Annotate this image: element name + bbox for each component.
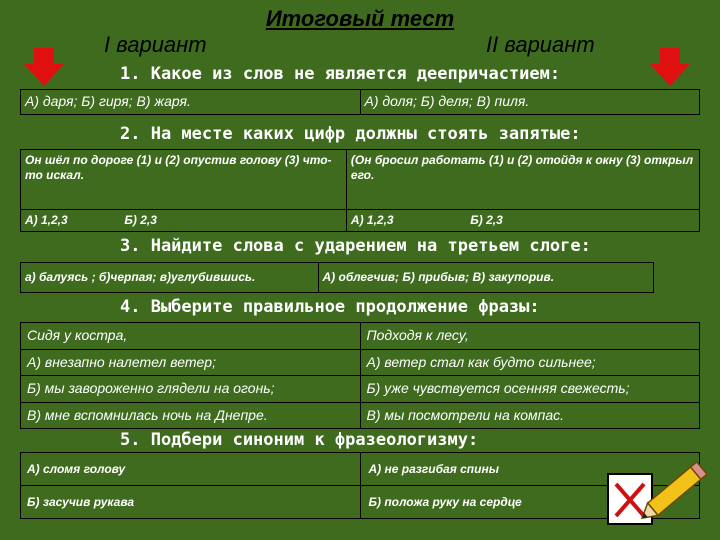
- q5-v1-option-a[interactable]: А) сломя голову: [21, 453, 361, 486]
- question-1: 1. Какое из слов не является деепричастием:: [120, 64, 561, 84]
- q4-v2-option-c[interactable]: В) мы посмотрели на компас.: [360, 402, 700, 429]
- q2-v2-option-b[interactable]: Б) 2,3: [470, 213, 503, 227]
- q1-variant1-answers[interactable]: А) даря; Б) гиря; В) жаря.: [21, 90, 361, 115]
- q4-v2-option-a[interactable]: А) ветер стал как будто сильнее;: [360, 349, 700, 376]
- question-4: 4. Выберите правильное продолжение фразы:: [120, 297, 540, 317]
- variant-1-label: I вариант: [104, 32, 207, 57]
- q5-v1-option-b[interactable]: Б) засучив рукава: [21, 486, 361, 519]
- down-arrow-icon: [650, 48, 690, 86]
- down-arrow-icon: [24, 48, 64, 86]
- page-title: Итоговый тест: [265, 6, 455, 31]
- q4-variant1-start: Сидя у костра,: [21, 323, 361, 350]
- q2-variant1-options: [21, 210, 347, 232]
- q4-v1-option-b[interactable]: Б) мы завороженно глядели на огонь;: [21, 376, 361, 403]
- q4-v1-option-a[interactable]: А) внезапно налетел ветер;: [21, 349, 361, 376]
- q2-v1-option-a[interactable]: А) 1,2,3: [25, 213, 68, 227]
- pencil-checkbox-illustration: [604, 450, 714, 536]
- q2-v2-option-a[interactable]: А) 1,2,3: [350, 213, 394, 227]
- q4-v2-option-b[interactable]: Б) уже чувствуется осенняя свежесть;: [360, 376, 700, 403]
- question-3-table: [20, 262, 654, 293]
- question-5-table: [20, 452, 700, 519]
- q2-v1-option-b[interactable]: Б) 2,3: [124, 213, 157, 227]
- q5-v2-option-a[interactable]: А) не разгибая спины: [360, 453, 700, 486]
- q4-variant2-start: Подходя к лесу,: [360, 323, 700, 350]
- q4-v1-option-c[interactable]: В) мне вспомнилась ночь на Днепре.: [21, 402, 361, 429]
- question-3: 3. Найдите слова с ударением на третьем слоге:: [120, 236, 591, 256]
- q5-v2-option-b[interactable]: Б) положа руку на сердце: [360, 486, 700, 519]
- question-2: 2. На месте каких цифр должны стоять запятые:: [120, 124, 581, 144]
- q1-variant2-answers[interactable]: А) доля; Б) деля; В) пиля.: [360, 90, 700, 115]
- question-5: 5. Подбери синоним к фразеологизму:: [120, 430, 479, 450]
- question-2-table: [20, 149, 700, 232]
- question-1-table: [20, 89, 700, 115]
- q3-variant2-answers[interactable]: А) облегчив; Б) прибыв; В) закупорив.: [318, 263, 654, 293]
- q3-variant1-answers[interactable]: а) балуясь ; б)черпая; в)углубившись.: [21, 263, 319, 293]
- q2-variant1-sentence: Он шёл по дороге (1) и (2) опустив голову (3) что-то искал.: [21, 150, 347, 210]
- variant-2-label: II вариант: [486, 32, 595, 57]
- q2-variant2-options: [346, 210, 699, 232]
- q2-variant2-sentence: (Он бросил работать (1) и (2) отойдя к окну (3) открыл его.: [346, 150, 699, 210]
- question-4-table: [20, 322, 700, 429]
